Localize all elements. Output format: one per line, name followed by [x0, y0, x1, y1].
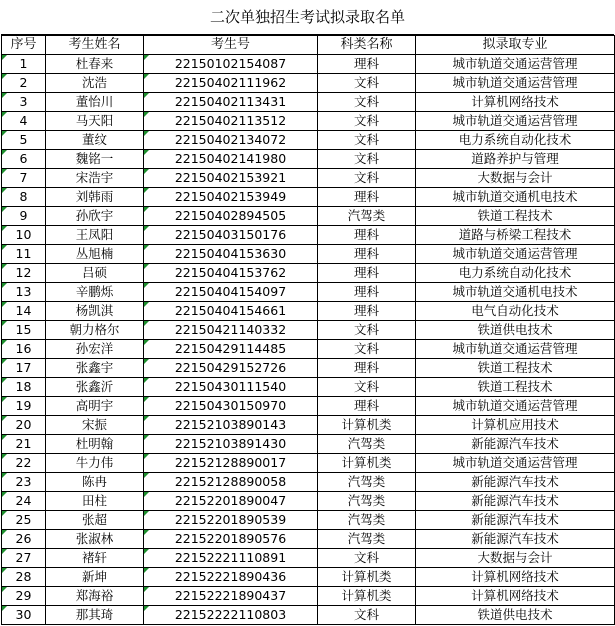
table-row [2, 435, 615, 454]
exam-id: 22150430150970 [144, 397, 318, 416]
major: 铁道工程技术 [416, 359, 615, 378]
student-name: 陈冉 [46, 473, 144, 492]
exam-id: 22152128890017 [144, 454, 318, 473]
student-name: 杨凯淇 [46, 302, 144, 321]
major: 城市轨道交通运营管理 [416, 340, 615, 359]
category: 理科 [318, 264, 416, 283]
category: 文科 [318, 74, 416, 93]
student-name: 新坤 [46, 568, 144, 587]
student-name: 张鑫宇 [46, 359, 144, 378]
category: 理科 [318, 245, 416, 264]
exam-id: 22152221890436 [144, 568, 318, 587]
major: 新能源汽车技术 [416, 530, 615, 549]
table-row [2, 549, 615, 568]
exam-id: 22150404153630 [144, 245, 318, 264]
header-name: 考生姓名 [46, 36, 144, 55]
student-name: 牛力伟 [46, 454, 144, 473]
table-row [2, 397, 615, 416]
major: 城市轨道交通运营管理 [416, 245, 615, 264]
row-index: 16 [2, 340, 46, 359]
table-row [2, 112, 615, 131]
category: 计算机类 [318, 416, 416, 435]
exam-id: 22150402153949 [144, 188, 318, 207]
category: 理科 [318, 302, 416, 321]
student-name: 董怡川 [46, 93, 144, 112]
student-name: 杜春来 [46, 55, 144, 74]
student-name: 张超 [46, 511, 144, 530]
table-row [2, 530, 615, 549]
exam-id: 22152103891430 [144, 435, 318, 454]
student-name: 马天阳 [46, 112, 144, 131]
row-index: 18 [2, 378, 46, 397]
student-name: 那其琦 [46, 606, 144, 625]
student-name: 王凤阳 [46, 226, 144, 245]
major: 电力系统自动化技术 [416, 264, 615, 283]
table-row [2, 74, 615, 93]
row-index: 26 [2, 530, 46, 549]
major: 新能源汽车技术 [416, 511, 615, 530]
row-index: 13 [2, 283, 46, 302]
category: 文科 [318, 93, 416, 112]
table-row [2, 473, 615, 492]
category: 文科 [318, 378, 416, 397]
table-row [2, 454, 615, 473]
table-row [2, 150, 615, 169]
major: 计算机应用技术 [416, 416, 615, 435]
header-major: 拟录取专业 [416, 36, 615, 55]
student-name: 宋振 [46, 416, 144, 435]
category: 理科 [318, 283, 416, 302]
table-row [2, 568, 615, 587]
category: 文科 [318, 606, 416, 625]
table-row [2, 340, 615, 359]
row-index: 21 [2, 435, 46, 454]
student-name: 田柱 [46, 492, 144, 511]
row-index: 15 [2, 321, 46, 340]
major: 计算机网络技术 [416, 587, 615, 606]
exam-id: 22152222110803 [144, 606, 318, 625]
major: 计算机网络技术 [416, 93, 615, 112]
major: 城市轨道交通机电技术 [416, 188, 615, 207]
student-name: 辛鹏烁 [46, 283, 144, 302]
category: 汽驾类 [318, 530, 416, 549]
exam-id: 22152221110891 [144, 549, 318, 568]
student-name: 董纹 [46, 131, 144, 150]
row-index: 8 [2, 188, 46, 207]
row-index: 4 [2, 112, 46, 131]
exam-id: 22150404154661 [144, 302, 318, 321]
student-name: 宋浩宇 [46, 169, 144, 188]
exam-id: 22150430111540 [144, 378, 318, 397]
category: 文科 [318, 321, 416, 340]
category: 文科 [318, 112, 416, 131]
admission-table [1, 35, 615, 625]
exam-id: 22150402134072 [144, 131, 318, 150]
major: 城市轨道交通机电技术 [416, 283, 615, 302]
major: 大数据与会计 [416, 169, 615, 188]
row-index: 14 [2, 302, 46, 321]
table-row [2, 302, 615, 321]
category: 理科 [318, 397, 416, 416]
row-index: 30 [2, 606, 46, 625]
category: 文科 [318, 150, 416, 169]
table-row [2, 264, 615, 283]
category: 汽驾类 [318, 511, 416, 530]
row-index: 6 [2, 150, 46, 169]
row-index: 9 [2, 207, 46, 226]
exam-id: 22150402141980 [144, 150, 318, 169]
major: 铁道工程技术 [416, 207, 615, 226]
major: 城市轨道交通运营管理 [416, 454, 615, 473]
category: 理科 [318, 359, 416, 378]
exam-id: 22150402153921 [144, 169, 318, 188]
exam-id: 22152103890143 [144, 416, 318, 435]
major: 城市轨道交通运营管理 [416, 112, 615, 131]
exam-id: 22152201890539 [144, 511, 318, 530]
major: 城市轨道交通运营管理 [416, 397, 615, 416]
major: 新能源汽车技术 [416, 473, 615, 492]
student-name: 杜明翰 [46, 435, 144, 454]
table-row [2, 188, 615, 207]
table-row [2, 226, 615, 245]
exam-id: 22152201890047 [144, 492, 318, 511]
exam-id: 22152128890058 [144, 473, 318, 492]
major: 铁道供电技术 [416, 321, 615, 340]
major: 大数据与会计 [416, 549, 615, 568]
table-row [2, 169, 615, 188]
exam-id: 22152221890437 [144, 587, 318, 606]
category: 汽驾类 [318, 207, 416, 226]
exam-id: 22152201890576 [144, 530, 318, 549]
header-category: 科类名称 [318, 36, 416, 55]
exam-id: 22150429152726 [144, 359, 318, 378]
exam-id: 22150402894505 [144, 207, 318, 226]
category: 理科 [318, 188, 416, 207]
row-index: 22 [2, 454, 46, 473]
student-name: 张鑫沂 [46, 378, 144, 397]
major: 新能源汽车技术 [416, 435, 615, 454]
student-name: 褚轩 [46, 549, 144, 568]
major: 铁道供电技术 [416, 606, 615, 625]
row-index: 7 [2, 169, 46, 188]
student-name: 孙欣宇 [46, 207, 144, 226]
exam-id: 22150404153762 [144, 264, 318, 283]
row-index: 3 [2, 93, 46, 112]
exam-id: 22150402113431 [144, 93, 318, 112]
row-index: 17 [2, 359, 46, 378]
row-index: 12 [2, 264, 46, 283]
student-name: 郑海裕 [46, 587, 144, 606]
student-name: 沈浩 [46, 74, 144, 93]
table-row [2, 511, 615, 530]
row-index: 29 [2, 587, 46, 606]
row-index: 24 [2, 492, 46, 511]
major: 城市轨道交通运营管理 [416, 55, 615, 74]
row-index: 2 [2, 74, 46, 93]
table-row [2, 587, 615, 606]
category: 计算机类 [318, 454, 416, 473]
header-exam-id: 考生号 [144, 36, 318, 55]
table-row [2, 55, 615, 74]
exam-id: 22150403150176 [144, 226, 318, 245]
exam-id: 22150404154097 [144, 283, 318, 302]
major: 计算机网络技术 [416, 568, 615, 587]
table-row [2, 321, 615, 340]
table-row [2, 283, 615, 302]
major: 电气自动化技术 [416, 302, 615, 321]
category: 计算机类 [318, 568, 416, 587]
header-index: 序号 [2, 36, 46, 55]
row-index: 1 [2, 55, 46, 74]
major: 新能源汽车技术 [416, 492, 615, 511]
table-row [2, 207, 615, 226]
category: 理科 [318, 226, 416, 245]
major: 电力系统自动化技术 [416, 131, 615, 150]
sheet-title: 二次单独招生考试拟录取名单 [1, 0, 614, 35]
row-index: 27 [2, 549, 46, 568]
row-index: 20 [2, 416, 46, 435]
row-index: 5 [2, 131, 46, 150]
category: 计算机类 [318, 587, 416, 606]
table-row [2, 606, 615, 625]
student-name: 丛旭楠 [46, 245, 144, 264]
row-index: 28 [2, 568, 46, 587]
table-row [2, 378, 615, 397]
category: 文科 [318, 131, 416, 150]
table-row [2, 93, 615, 112]
row-index: 11 [2, 245, 46, 264]
category: 文科 [318, 340, 416, 359]
major: 城市轨道交通运营管理 [416, 74, 615, 93]
row-index: 25 [2, 511, 46, 530]
student-name: 张淑林 [46, 530, 144, 549]
category: 文科 [318, 169, 416, 188]
major: 道路养护与管理 [416, 150, 615, 169]
student-name: 朝力格尔 [46, 321, 144, 340]
student-name: 魏铭一 [46, 150, 144, 169]
student-name: 刘韩雨 [46, 188, 144, 207]
category: 汽驾类 [318, 492, 416, 511]
exam-id: 22150402113512 [144, 112, 318, 131]
exam-id: 22150402111962 [144, 74, 318, 93]
exam-id: 22150421140332 [144, 321, 318, 340]
table-row [2, 131, 615, 150]
category: 理科 [318, 55, 416, 74]
exam-id: 22150429114485 [144, 340, 318, 359]
exam-id: 22150102154087 [144, 55, 318, 74]
student-name: 孙宏洋 [46, 340, 144, 359]
table-row [2, 492, 615, 511]
table-row [2, 245, 615, 264]
student-name: 吕硕 [46, 264, 144, 283]
row-index: 19 [2, 397, 46, 416]
header-row [2, 36, 615, 55]
student-name: 高明宇 [46, 397, 144, 416]
major: 道路与桥梁工程技术 [416, 226, 615, 245]
row-index: 10 [2, 226, 46, 245]
table-row [2, 359, 615, 378]
category: 汽驾类 [318, 435, 416, 454]
category: 汽驾类 [318, 473, 416, 492]
table-row [2, 416, 615, 435]
row-index: 23 [2, 473, 46, 492]
category: 文科 [318, 549, 416, 568]
major: 铁道工程技术 [416, 378, 615, 397]
